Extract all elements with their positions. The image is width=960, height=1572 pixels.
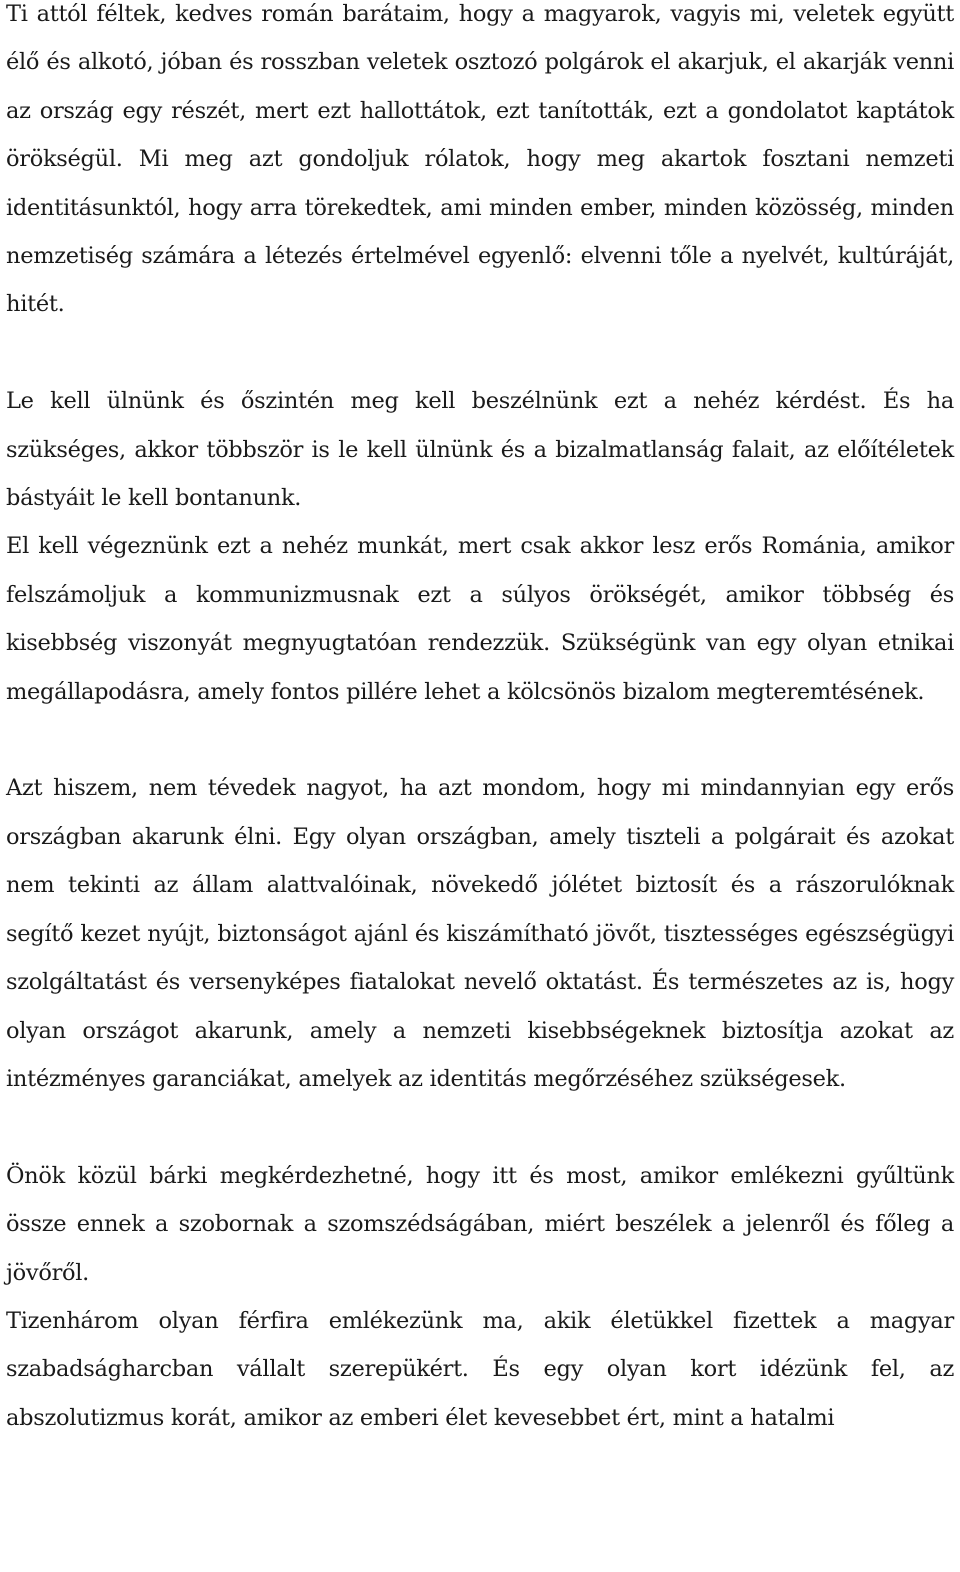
paragraph-1: Ti attól féltek, kedves román barátaim, hogy a magyarok, vagyis mi, veletek együtt élő és alkotó, jóban és rosszban veletek osztozó polgárok el akarjuk, el akarják venni az ország egy részét, mert ezt hallottátok, ezt tanították, ezt a gondolatot kaptátok örökségül. Mi meg azt gondoljuk rólatok, hogy meg akartok fosztani nemzeti identitásunktól, hogy arra törekedtek, ami minden ember, minden közösség, minden nemzetiség számára a létezés értelmével egyenlő: elvenni tőle a nyelvét, kultúráját, hitét. [6, 1, 954, 318]
paragraph-5: Önök közül bárki megkérdezhetné, hogy itt és most, amikor emlékezni gyűltünk össze ennek a szobornak a szomszédságában, miért beszélek a jelenről és főleg a jövőről. [6, 1162, 954, 1286]
paragraph-6: Tizenhárom olyan férfira emlékezünk ma, akik életükkel fizettek a magyar szabadságharcban vállalt szerepükért. És egy olyan kort idézünk fel, az abszolutizmus korát, amikor az emberi élet kevesebbet ért, mint a hatalmi [6, 1307, 954, 1431]
paragraph-3: El kell végeznünk ezt a nehéz munkát, mert csak akkor lesz erős Románia, amikor felszámoljuk a kommunizmusnak ezt a súlyos örökségét, amikor többség és kisebbség viszonyát megnyugtatóan rendezzük. Szükségünk van egy olyan etnikai megállapodásra, amely fontos pillére lehet a kölcsönös bizalom megteremtésének. [6, 533, 954, 705]
paragraph-2: Le kell ülnünk és őszintén meg kell beszélnünk ezt a nehéz kérdést. És ha szükséges, akkor többször is le kell ülnünk és a bizalmatlanság falait, az előítéletek bástyáit le kell bontanunk. [6, 388, 954, 512]
paragraph-4: Azt hiszem, nem tévedek nagyot, ha azt mondom, hogy mi mindannyian egy erős országban akarunk élni. Egy olyan országban, amely tiszteli a polgárait és azokat nem tekinti az állam alattvalóinak, növekedő jólétet biztosít és a rászorulóknak segítő kezet nyújt, biztonságot ajánl és kiszámítható jövőt, tisztességes egészségügyi szolgáltatást és versenyképes fiatalokat nevelő oktatást. És természetes az is, hogy olyan országot akarunk, amely a nemzeti kisebbségeknek biztosítja azokat az intézményes garanciákat, amelyek az identitás megőrzéséhez szükségesek. [6, 775, 954, 1092]
